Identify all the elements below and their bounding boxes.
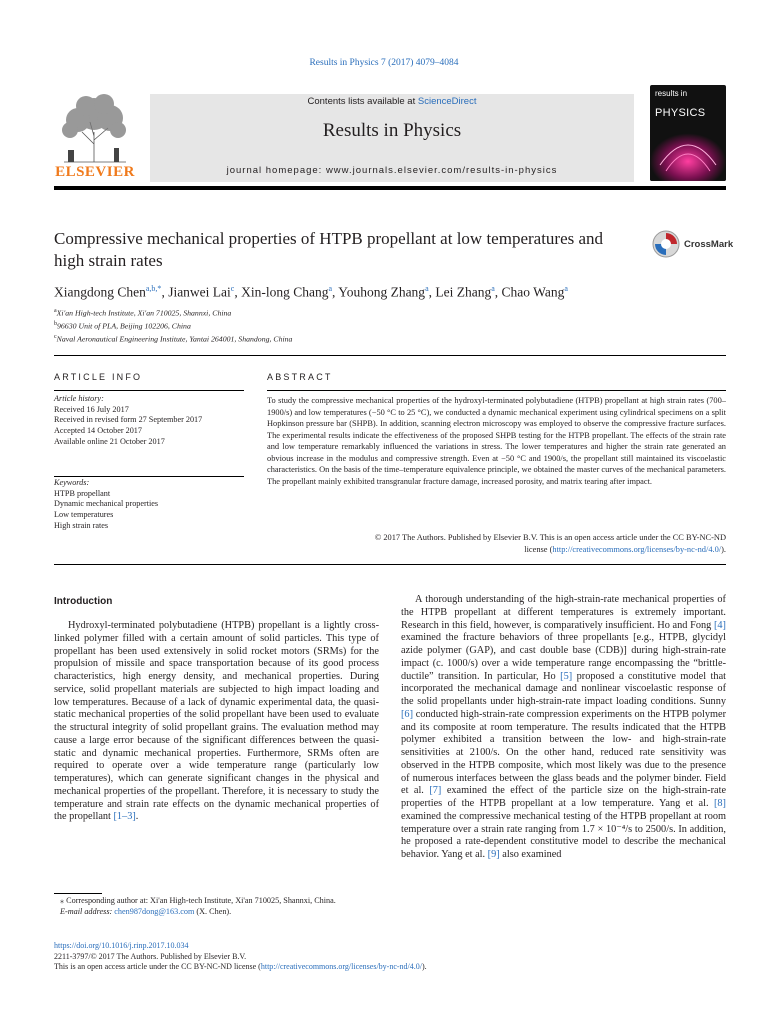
corresponding-author-note: ⁎ Corresponding author at: Xi'an High-tech Institute, Xi'an 710025, Shannxi, China. [60, 896, 336, 905]
citation-link[interactable]: [9] [487, 849, 500, 860]
keywords-label: Keywords: [54, 478, 90, 487]
affiliation-text: 96630 Unit of PLA, Beijing 102206, China [57, 321, 191, 331]
affiliation [54, 319, 554, 332]
keyword: Dynamic mechanical properties [54, 499, 159, 509]
author-name: Jianwei Lai [168, 284, 231, 300]
journal-cover-thumbnail[interactable] [650, 85, 726, 181]
divider [54, 390, 244, 391]
license-line [267, 544, 726, 556]
keyword: High strain rates [54, 520, 109, 530]
section-heading-introduction: Introduction [54, 596, 113, 607]
history-item: Accepted 14 October 2017 [54, 426, 142, 436]
history-item: Available online 21 October 2017 [54, 436, 165, 446]
license-prefix: license ( [524, 544, 553, 554]
divider [54, 476, 244, 477]
paragraph-text: conducted high-strain-rate compression experiments on the HTPB polymer and its composite at room temperature. The results indicated that the HTPB polymer exhibited a transition between the low- and high-strain-rate sensitivities at 2100/s. On the other hand, reduced rate sensitivity was observed in the HTPB composite, which most likely was due to the presence of numerous interfaces between the glass beads and the polymer binder. Field et al. [401, 708, 727, 797]
history-label: Article history: [54, 394, 104, 403]
article-info-heading: ARTICLE INFO [54, 372, 143, 382]
paragraph-text: examined the fracture behaviors of three propellants [e.g., HTPB, glycidyl azide polymer (GAP), and cast double base (CDB)] during high-strain-rate impact (c. 1000/s) over a wide temperature range encompassing the “brittle-ductile” transition. In particular, Ho [401, 632, 726, 682]
copyright-line: © 2017 The Authors. Published by Elsevier B.V. This is an open access article under the CC BY-NC-ND [374, 533, 726, 542]
oa-license-link[interactable]: http://creativecommons.org/licenses/by-nc-nd/4.0/ [260, 962, 422, 972]
affiliation-marker: c [54, 334, 57, 341]
header-rule [54, 186, 726, 190]
citation-link[interactable]: [1–3] [113, 811, 136, 823]
citation-link[interactable]: [6] [401, 708, 414, 720]
paragraph-text: proposed a constitutive model that incorporated the mechanical damage and nonlinear viscoelastic response of the solid propellants under high-strain-rate impact loading conditions. Sunny [401, 670, 727, 707]
paragraph-text: also examined [502, 849, 562, 860]
affiliation-marker: a [54, 308, 57, 314]
abstract-text: To study the compressive mechanical properties of the hydroxyl-terminated polybutadiene (HTPB) propellant at high strain rates (700–1900/s) and low temperatures (−50 °C to 25 °C), we conducted a dynamic mechanical experiment using cylindrical specimens on a split Hopkinson pressure bar (SHPB). In addition, scanning electron microscopy was employed to observe the compressive fracture surfaces. The experimental results indicate the effectiveness of the proposed SHPB testing for the HTPB propellant. The effects of the strain rate and low temperature remarkably influenced the variations in stress. The lower temperatures and higher the strain rate generated an obvious increase in the modulus and compressive strength. Even at −50 °C and 1900/s, the propellant still maintained its viscoelastic characteristics. On the basis of the time–temperature equivalence principle, we obtained the master curves of the mechanical parameters. The propellant mainly exhibited transgranular fracture damage, increased porosity, and matrix tearing after impact. [267, 396, 726, 486]
citation-link[interactable]: [4] [713, 619, 726, 631]
citation-link[interactable]: [8] [713, 798, 726, 809]
sciencedirect-link[interactable]: ScienceDirect [417, 96, 477, 107]
license-link[interactable]: http://creativecommons.org/licenses/by-nc-nd/4.0/ [552, 544, 722, 554]
article-title: Compressive mechanical properties of HTPB propellant at low temperatures and high strain rates [54, 229, 604, 270]
author-affiliation-marker[interactable]: a [491, 284, 495, 293]
abstract-heading: ABSTRACT [267, 372, 333, 382]
email-line [54, 907, 379, 918]
author-affiliation-marker[interactable]: c [230, 284, 235, 293]
body-column-left: Hydroxyl-terminated polybutadiene (HTPB) propellant is a lightly cross-linked polymer filled with a certain amount of solid particles. This type of propellant has been used extensively in solid rocket motors (SRMs) for the propulsion of missile and space transportation because of its good process characteristics, high energy density, and mechanical properties. During service, solid propellant materials are subjected to high impact loading and low temperatures. Because of a lack of dynamic experimental data, the quasi-static mechanical properties of the solid propellant have been used to evaluate the structural integrity of solid propellant grains. The evaluation method may cause a large error because of the significant differences between the quasi-static and dynamic mechanical properties. Furthermore, SRMs often are required to operate over a wide temperature range (particularly low temperatures), which can generate significant changes in the physical and mechanical properties of the propellant. Therefore, it is necessary to study the temperature and strain rate effects on the dynamic mechanical properties of the propellant [1–3]. [54, 620, 379, 823]
abstract-copyright [267, 532, 726, 555]
author-affiliation-marker[interactable]: a,b,* [145, 284, 162, 293]
doi-link[interactable]: https://doi.org/10.1016/j.rinp.2017.10.034 [54, 941, 189, 950]
author-affiliation-marker[interactable]: a [425, 284, 429, 293]
author-name: Lei Zhang [435, 284, 492, 300]
journal-title: Results in Physics [322, 120, 462, 141]
crossmark-label: CrossMark [684, 239, 734, 250]
oa-prefix: This is an open access article under the CC BY-NC-ND license ( [54, 962, 261, 972]
issn-line: 2211-3797/© 2017 The Authors. Published by Elsevier B.V. [54, 951, 247, 961]
bottom-matter [54, 941, 726, 973]
journal-homepage[interactable]: journal homepage: www.journals.elsevier.com/results-in-physics [226, 165, 558, 176]
title-rule [54, 355, 726, 356]
footnote [54, 896, 379, 917]
keywords [54, 478, 244, 532]
history-item: Received in revised form 27 September 2017 [54, 415, 203, 425]
paragraph-text: A thorough understanding of the high-strain-rate mechanical properties of the HTPB propellant at different temperatures is extremely important. Research in this field, however, is comparatively insufficient. Ho and Fong [401, 594, 726, 631]
affiliation-text: Xi'an High-tech Institute, Xi'an 710025, Shannxi, China [56, 308, 232, 318]
author-affiliation-marker[interactable]: a [564, 284, 568, 293]
author-name: Xiangdong Chen [54, 284, 146, 300]
keyword: HTPB propellant [54, 488, 111, 498]
contents-line [150, 96, 634, 107]
license-suffix: ). [721, 544, 726, 554]
contents-prefix: Contents lists available at [307, 96, 418, 107]
author-name: Chao Wang [501, 284, 565, 300]
paragraph-text: examined the compressive mechanical testing of the HTPB propellant at room temperature over a strain rate ranging from 1.7 × 10⁻⁴/s to 2500/s. In addition, he proposed a rate-dependent constitutive model to describe the mechanical behavior. Yang et al. [401, 810, 726, 860]
open-access-line [54, 962, 726, 973]
journal-reference[interactable]: Results in Physics 7 (2017) 4079–4084 [309, 58, 459, 68]
affiliation [54, 306, 554, 319]
affiliation-text: Naval Aeronautical Engineering Institute, Yantai 264001, Shandong, China [56, 334, 293, 344]
divider [267, 390, 726, 391]
cover-label-big: PHYSICS [655, 107, 706, 119]
history-item: Received 16 July 2017 [54, 404, 129, 414]
crossmark-button[interactable] [652, 230, 748, 260]
author-name: Xin-long Chang [241, 284, 329, 300]
author-name: Youhong Zhang [338, 284, 426, 300]
elsevier-wordmark: ELSEVIER [55, 164, 135, 180]
email-label: E-mail address: [60, 906, 113, 916]
affiliation-marker: b [54, 321, 57, 328]
author-list: Xiangdong Chen$^{a,b,*}$, Jianwei Lai$^c$, Xin-long Chang$^a$, Youhong Zhang$^a$, Lei Zhang$^a$, Chao Wang$^a$ [54, 284, 568, 300]
paragraph-text: Hydroxyl-terminated polybutadiene (HTPB) propellant is a lightly cross-linked polymer filled with a certain amount of solid particles. This type of propellant has been used extensively in solid rocket motors (SRMs) for the propulsion of missile and space transportation because of its good process characteristics, high energy density, and mechanical properties. During service, solid propellant materials are subjected to high impact loading and low temperatures. Because of a lack of dynamic experimental data, the quasi-static mechanical properties of the solid propellant have been used to evaluate the structural integrity of solid propellant grains. The evaluation method may cause a large error because of the significant differences between the quasi-static and dynamic mechanical properties. Furthermore, SRMs often are required to operate over a wide temperature range (particularly low temperatures), which can generate significant changes in the physical and mechanical properties of the propellant. Therefore, it is necessary to study the temperature and strain rate effects on the dynamic mechanical properties of the propellant [54, 620, 379, 823]
article-history [54, 394, 244, 448]
citation-link[interactable]: [7] [429, 785, 442, 797]
author-affiliation-marker[interactable]: a [328, 284, 333, 293]
email-suffix: (X. Chen). [196, 906, 232, 916]
cover-label-small: results in [655, 89, 688, 98]
body-column-right [401, 594, 726, 862]
oa-suffix: ). [422, 962, 427, 972]
affiliation [54, 332, 554, 345]
affiliation-list [54, 306, 554, 345]
citation-link[interactable]: [5] [560, 670, 573, 682]
footnote-rule [54, 893, 102, 894]
paragraph-text: examined the effect of the particle size on the high-strain-rate properties of the HTPB propellant at a low temperature. Yang et al. [401, 785, 727, 809]
crossmark-icon [652, 230, 680, 258]
divider [54, 564, 726, 565]
keyword: Low temperatures [54, 510, 114, 520]
email-link[interactable]: chen987dong@163.com [114, 906, 195, 916]
